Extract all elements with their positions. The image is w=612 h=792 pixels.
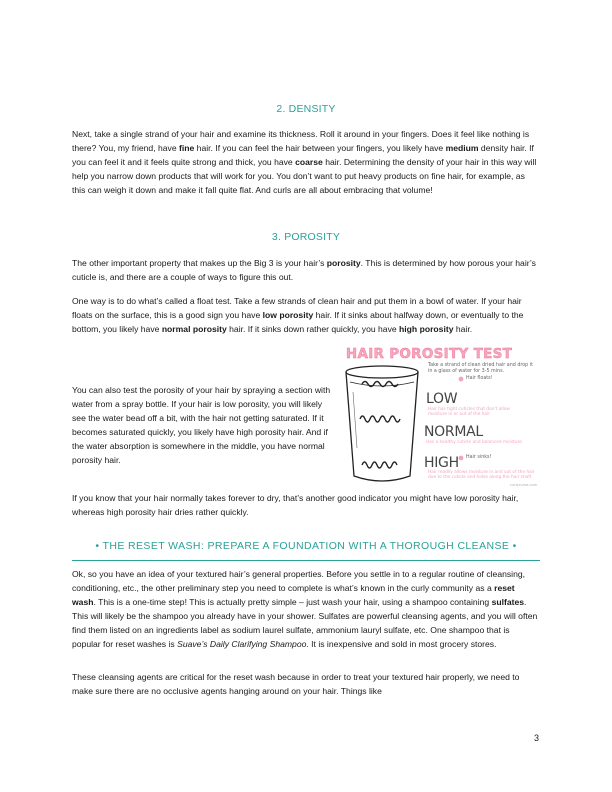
hair-coil-normal — [360, 416, 400, 422]
high-marker — [459, 456, 464, 461]
hair-porosity-figure — [344, 346, 540, 488]
page-number: 3 — [534, 733, 540, 743]
text-run: density hair. If you can feel it and it feels quite strong and thick, you have — [72, 142, 534, 167]
figure-credit: curlycurve.com — [510, 483, 538, 487]
low-label: LOW — [426, 391, 458, 407]
text-run: hair. — [453, 323, 473, 334]
text-run: . This is a one-time step! This is actually pretty simple – just wash your hair, using a shampoo containing — [93, 596, 492, 607]
text-run: . This is determined by how porous your hair’s cuticle is, and there are a couple of ways to figure this out. — [72, 258, 536, 282]
normal-label: NORMAL — [424, 424, 483, 440]
bold-term: coarse — [295, 156, 323, 167]
bold-term: sulfates — [491, 596, 525, 607]
italic-term: Suave’s Daily Clarifying Shampoo — [177, 638, 307, 649]
bold-term: fine — [179, 142, 195, 153]
density-heading: 2. DENSITY — [276, 103, 336, 115]
bold-term: high porosity — [399, 323, 454, 334]
low-description: Hair has tight cuticles that don't allow moisture in or out of the hair — [428, 407, 510, 417]
bold-term: reset wash — [72, 582, 515, 607]
high-description: Hair readily allows moisture in and out of the hair due to the cuticle and holes along the hair shaft — [428, 470, 535, 480]
reset-paragraph-2 — [72, 671, 540, 699]
text-run: hair. If it sinks down rather quickly, you have — [226, 323, 400, 334]
porosity-paragraph-3 — [72, 384, 334, 467]
normal-description: Has a healthy cuticle and balanced moisture — [426, 440, 522, 445]
figure-instruction: Take a strand of clean dried hair and drop it in a glass of water for 3-5 mins. — [428, 363, 533, 374]
glass-reflection — [353, 392, 357, 448]
text-run: . This will likely be the shampoo you already have in your shower. Sulfates are powerful cleansing agents, and you will often find them listed on an ingredients label as sodium laurel sulfate, ammonium lauryl sulfate, etc. One shampoo that is popular for reset washes is — [72, 596, 538, 649]
bold-term: normal porosity — [161, 323, 227, 334]
high-label: HIGH — [424, 455, 459, 471]
reset-wash-heading: • THE RESET WASH: PREPARE A FOUNDATION WITH A THOROUGH CLEANSE • — [72, 540, 540, 561]
text-run: If you know that your hair normally takes forever to dry, that’s another good indicator you might have low porosity hair, whereas high porosity hair dries rather quickly. — [72, 493, 519, 517]
text-run: Ok, so you have an idea of your textured hair’s general properties. Before you settle in to a regular routine of cleansing, conditioning, etc., the other preliminary step you need to complete is what’s known in the curly community as a — [72, 569, 526, 593]
bold-term: low porosity — [262, 309, 314, 320]
text-run: These cleansing agents are critical for the reset wash because in order to treat your textured hair properly, we need to make sure there are no occlusive agents hanging around on your hair. Things like — [72, 672, 520, 696]
text-run: One way is to do what’s called a float test. Take a few strands of clean hair and put them in a bowl of water. If your hair floats on the surface, this is a good sign you have — [72, 296, 522, 320]
high-tag: Hair sinks! — [466, 455, 492, 460]
bold-term: medium — [445, 142, 479, 153]
density-paragraph — [72, 128, 540, 198]
porosity-paragraph-4 — [72, 492, 540, 520]
porosity-paragraph-1 — [72, 257, 540, 285]
low-tag: Hair floats! — [466, 376, 493, 381]
reset-paragraph-1 — [72, 568, 540, 651]
porosity-heading: 3. POROSITY — [271, 231, 341, 243]
text-run: hair. If you can feel the hair between your fingers, you likely have — [194, 142, 446, 153]
text-run: Next, take a single strand of your hair and examine its thickness. Roll it around in your fingers. Does it feel like nothing is there? You, my friend, have — [72, 129, 530, 153]
porosity-paragraph-2 — [72, 295, 540, 337]
text-run: hair. Determining the density of your hair in this way will help you narrow down products that will work for you. You don’t want to put heavy products on fine hair, for example, as this can weigh it down and make it fall quite flat. And curls are all about embracing that volume! — [72, 156, 537, 195]
hair-coil-high — [362, 462, 397, 468]
bold-term: porosity — [326, 258, 361, 268]
text-run: . It is inexpensive and sold in most grocery stores. — [306, 638, 497, 649]
text-run: The other important property that makes up the Big 3 is your hair’s — [72, 258, 327, 268]
text-run: hair. If it sinks about halfway down, or eventually to the bottom, you likely have — [72, 309, 524, 334]
low-marker — [459, 377, 464, 382]
text-run: You can also test the porosity of your hair by spraying a section with water from a spray bottle. If your hair is low porosity, you will likely see the water bead off a bit, with the hair not getting saturated. If it becomes saturated quickly, you likely have high porosity hair. And if the water absorption is somewhere in the middle, you have normal porosity hair. — [72, 385, 331, 465]
glass-rim — [346, 366, 418, 378]
figure-title: HAIR POROSITY TEST — [345, 346, 513, 362]
